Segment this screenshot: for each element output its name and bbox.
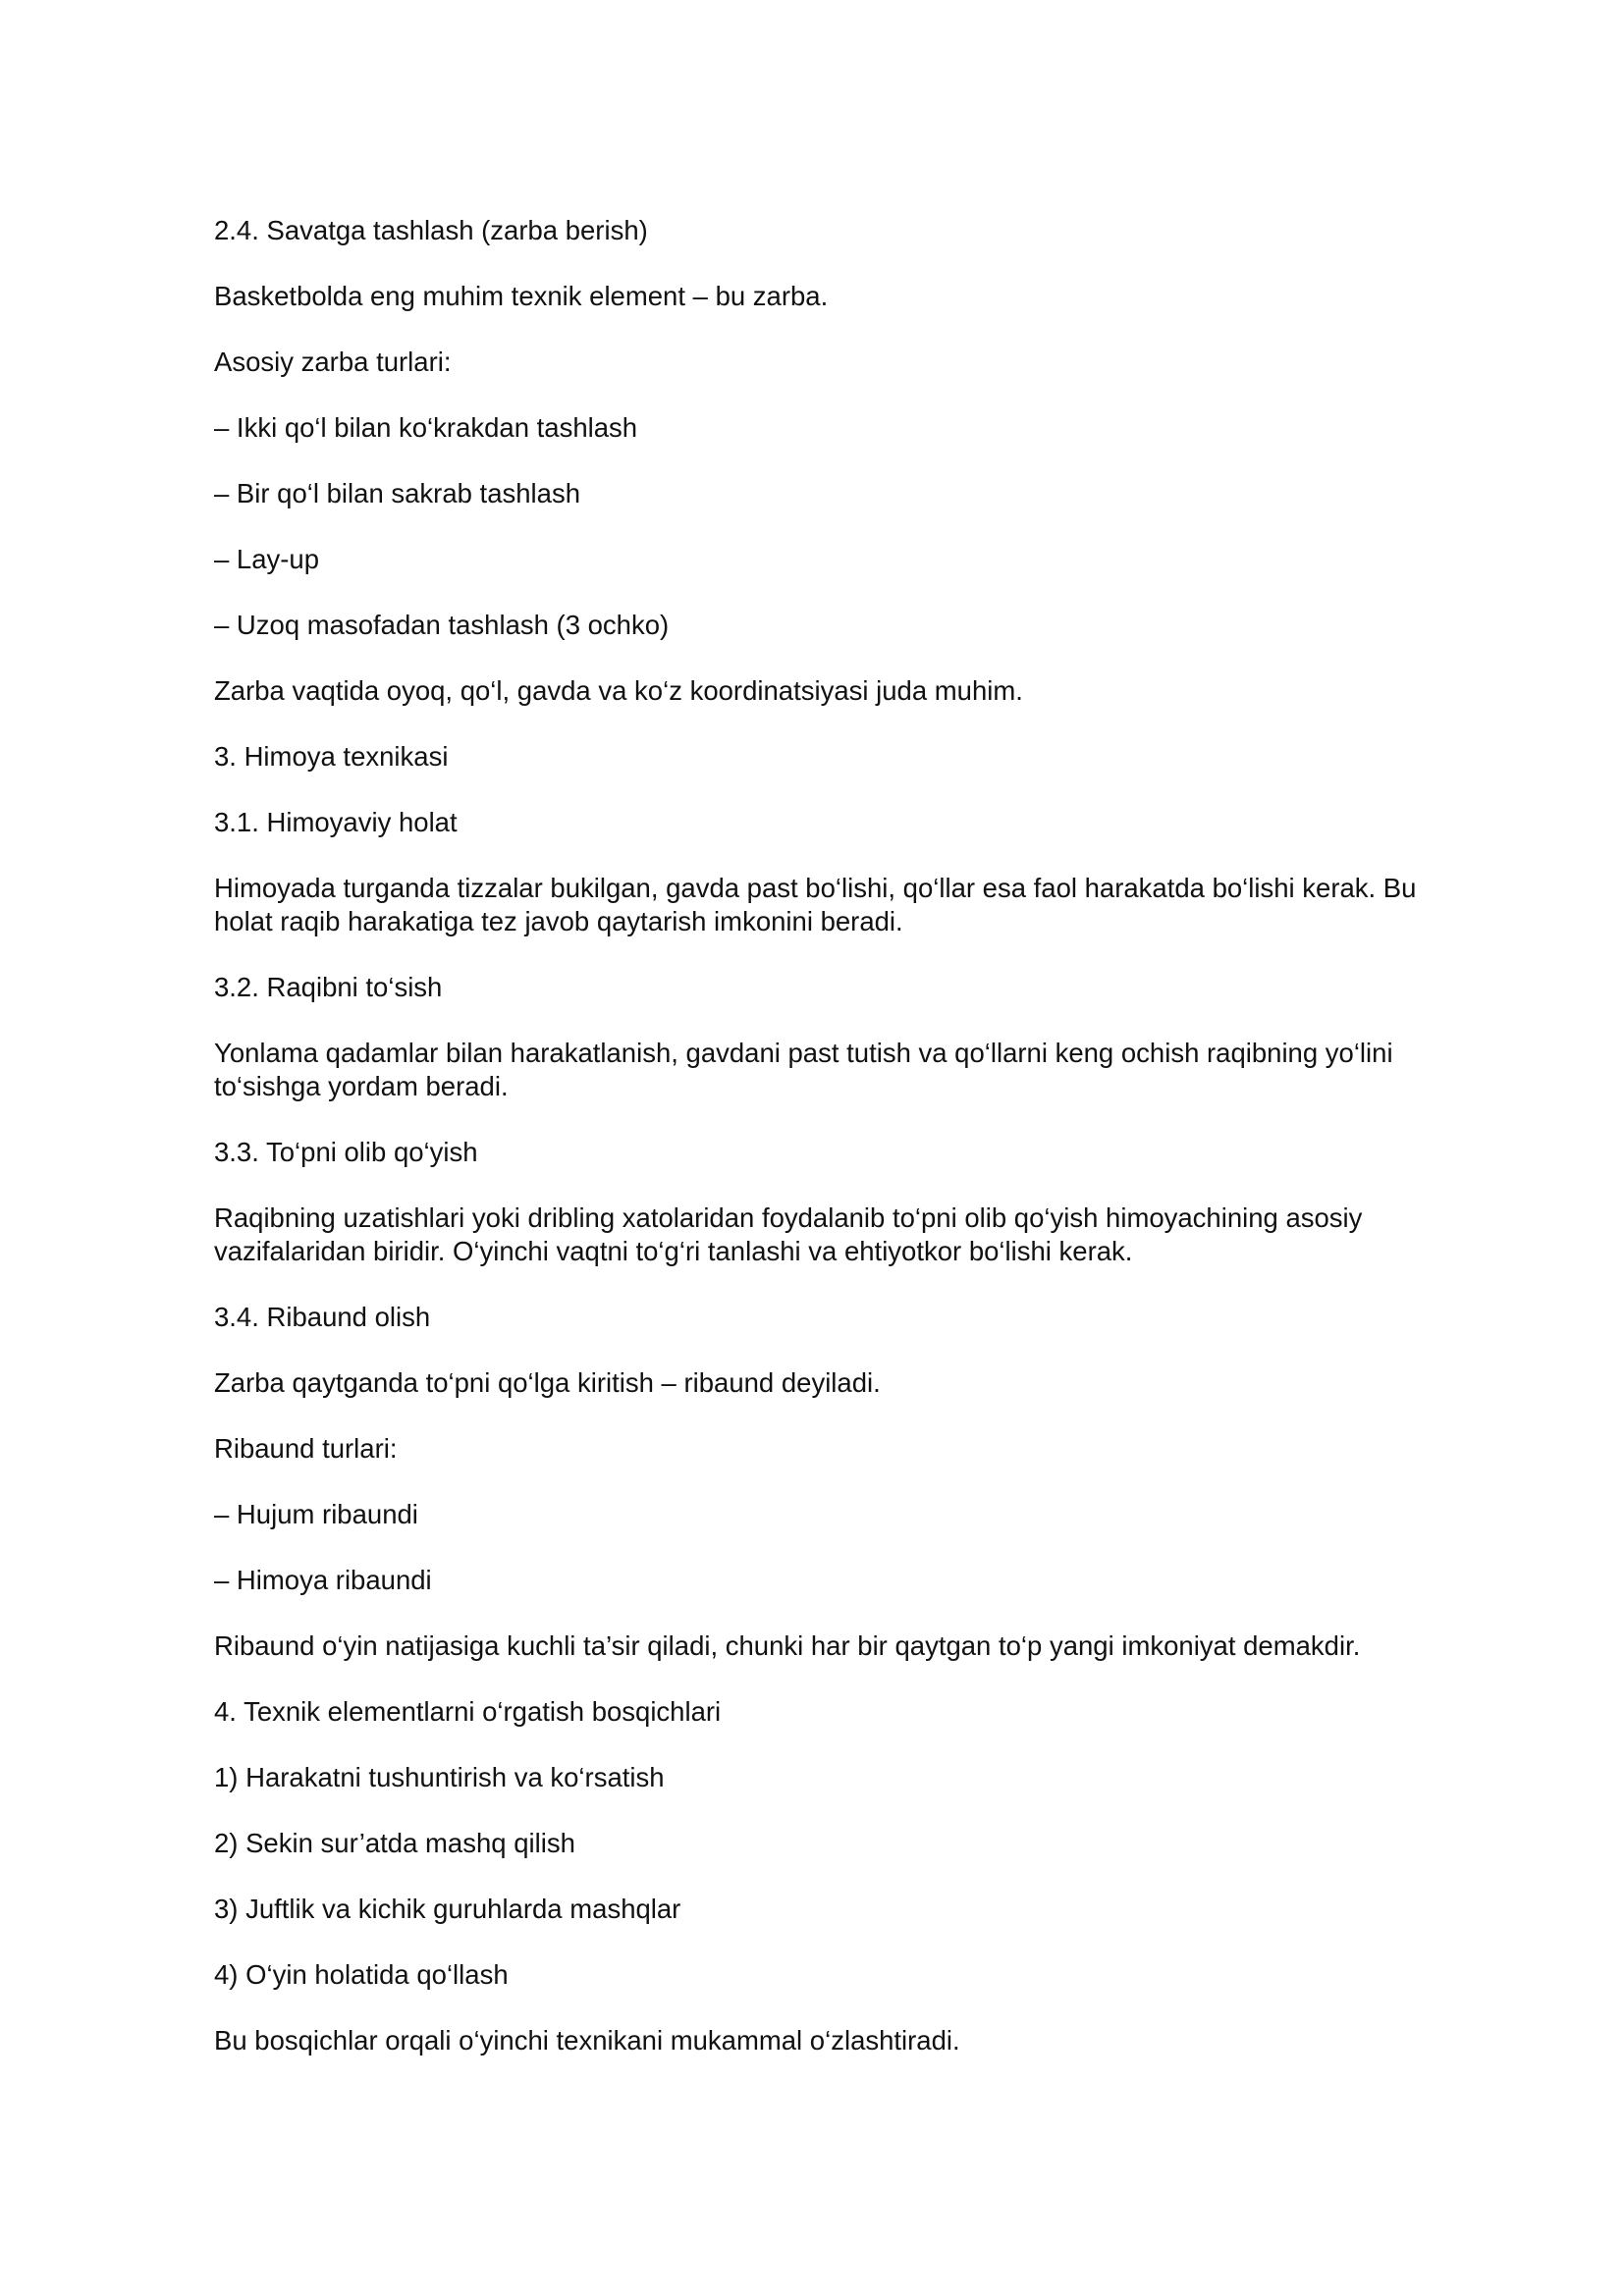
numbered-item: 1) Harakatni tushuntirish va ko‘rsatish (214, 1762, 665, 1792)
section-heading-3-4: 3.4. Ribaund olish (214, 1302, 431, 1332)
body-paragraph: Bu bosqichlar orqali o‘yinchi texnikani mukammal o‘zlashtiradi. (214, 2025, 960, 2056)
body-paragraph: Zarba qaytganda to‘pni qo‘lga kiritish – ribaund deyiladi. (214, 1367, 881, 1398)
list-intro: Ribaund turlari: (214, 1433, 398, 1464)
body-paragraph: Yonlama qadamlar bilan harakatlanish, gavdani past tutish va qo‘llarni keng ochish raqibning yo‘lini to‘sishga yordam beradi. (214, 1038, 1393, 1101)
body-paragraph: Ribaund o‘yin natijasiga kuchli ta’sir qiladi, chunki har bir qaytgan to‘p yangi imkoniyat demakdir. (214, 1630, 1361, 1661)
list-item: – Himoya ribaundi (214, 1565, 432, 1595)
section-heading-3-1: 3.1. Himoyaviy holat (214, 807, 458, 837)
body-paragraph: Basketbolda eng muhim texnik element – bu zarba. (214, 281, 829, 311)
numbered-item: 4) O‘yin holatida qo‘llash (214, 1959, 509, 1990)
body-paragraph: Raqibning uzatishlari yoki dribling xatolaridan foydalanib to‘pni olib qo‘yish himoyachining asosiy vazifalaridan biridir. O‘yinchi vaqtni to‘g‘ri tanlashi va ehtiyotkor bo‘lishi kerak. (214, 1202, 1363, 1266)
body-paragraph: Zarba vaqtida oyoq, qo‘l, gavda va ko‘z koordinatsiyasi juda muhim. (214, 675, 1023, 706)
numbered-item: 2) Sekin sur’atda mashq qilish (214, 1828, 575, 1858)
numbered-item: 3) Juftlik va kichik guruhlarda mashqlar (214, 1894, 681, 1924)
list-item: – Ikki qo‘l bilan ko‘krakdan tashlash (214, 412, 638, 443)
body-paragraph: Himoyada turganda tizzalar bukilgan, gavda past bo‘lishi, qo‘llar esa faol harakatda bo‘lishi kerak. Bu holat raqib harakatiga tez javob qaytarish imkonini beradi. (214, 873, 1417, 936)
list-item: – Hujum ribaundi (214, 1499, 418, 1529)
list-item: – Uzoq masofadan tashlash (3 ochko) (214, 610, 670, 640)
section-heading-3-3: 3.3. To‘pni olib qo‘yish (214, 1137, 478, 1167)
list-intro: Asosiy zarba turlari: (214, 347, 452, 377)
list-item: – Bir qo‘l bilan sakrab tashlash (214, 478, 580, 508)
list-item: – Lay-up (214, 544, 320, 574)
section-heading-2-4: 2.4. Savatga tashlash (zarba berish) (214, 215, 648, 245)
section-heading-3: 3. Himoya texnikasi (214, 741, 449, 772)
document-body (214, 214, 1432, 2090)
section-heading-4: 4. Texnik elementlarni o‘rgatish bosqichlari (214, 1696, 722, 1727)
section-heading-3-2: 3.2. Raqibni to‘sish (214, 972, 443, 1002)
